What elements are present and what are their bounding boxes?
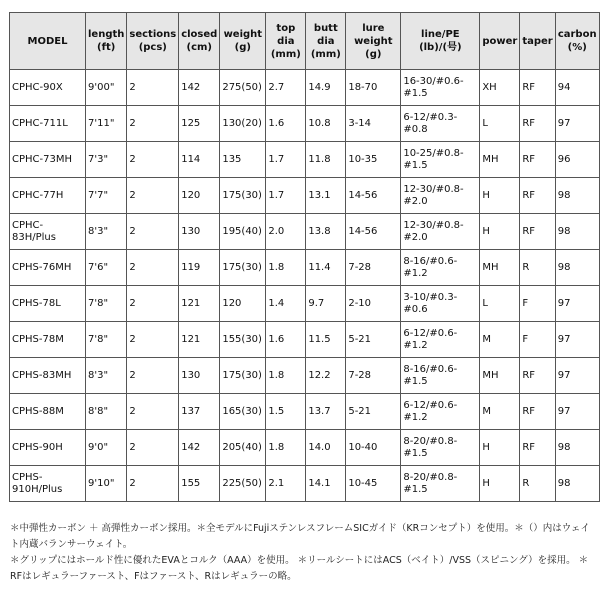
- cell-lure-weight: 3-14: [346, 106, 401, 142]
- col-header-lure-weight: lure weight (g): [346, 13, 401, 70]
- cell-line-pe: 8-16/#0.6-#1.5: [401, 358, 480, 394]
- cell-top-dia: 1.8: [266, 430, 306, 466]
- cell-top-dia: 1.6: [266, 106, 306, 142]
- cell-taper: R: [520, 250, 555, 286]
- cell-power: MH: [480, 142, 520, 178]
- table-row: [10, 286, 600, 322]
- cell-butt-dia: 10.8: [306, 106, 346, 142]
- cell-carbon: 94: [555, 70, 599, 106]
- footnote: ＊グリップにはホールド性に優れたEVAとコルク（AAA）を使用。 ＊リールシートにはACS（ベイト）/VSS（スピニング）を採用。 ＊RFはレギュラーファースト、Fはファースト、Rはレギュラーの略。: [10, 555, 589, 582]
- cell-sections: 2: [127, 106, 179, 142]
- cell-length: 8'3": [86, 358, 127, 394]
- cell-weight: 175(30): [220, 358, 266, 394]
- cell-model: CPHS-910H/Plus: [10, 466, 86, 502]
- cell-carbon: 97: [555, 322, 599, 358]
- cell-sections: 2: [127, 70, 179, 106]
- cell-top-dia: 2.0: [266, 214, 306, 250]
- table-row: [10, 250, 600, 286]
- cell-line-pe: 12-30/#0.8-#2.0: [401, 178, 480, 214]
- cell-model: CPHC-77H: [10, 178, 86, 214]
- cell-butt-dia: 14.0: [306, 430, 346, 466]
- cell-butt-dia: 14.9: [306, 70, 346, 106]
- cell-weight: 225(50): [220, 466, 266, 502]
- cell-closed: 130: [179, 358, 220, 394]
- cell-weight: 120: [220, 286, 266, 322]
- cell-line-pe: 8-16/#0.6-#1.2: [401, 250, 480, 286]
- cell-butt-dia: 9.7: [306, 286, 346, 322]
- cell-sections: 2: [127, 250, 179, 286]
- footnotes: [10, 521, 594, 585]
- cell-sections: 2: [127, 394, 179, 430]
- col-header-power: power: [480, 13, 520, 70]
- header-row: [10, 13, 600, 70]
- cell-weight: 165(30): [220, 394, 266, 430]
- cell-line-pe: 6-12/#0.6-#1.2: [401, 322, 480, 358]
- cell-lure-weight: 5-21: [346, 322, 401, 358]
- cell-closed: 130: [179, 214, 220, 250]
- table-row: [10, 358, 600, 394]
- cell-power: H: [480, 430, 520, 466]
- cell-lure-weight: 7-28: [346, 250, 401, 286]
- cell-closed: 120: [179, 178, 220, 214]
- col-header-closed: closed (cm): [179, 13, 220, 70]
- cell-lure-weight: 18-70: [346, 70, 401, 106]
- col-header-model: MODEL: [10, 13, 86, 70]
- footnote: ＊中弾性カーボン ＋ 高弾性カーボン採用。＊全モデルにFujiステンレスフレームSICガイド（KRコンセプト）を使用。＊（）内はウェイト内蔵バランサーウェイト。: [10, 523, 590, 550]
- cell-taper: RF: [520, 358, 555, 394]
- cell-taper: RF: [520, 70, 555, 106]
- cell-taper: F: [520, 322, 555, 358]
- cell-length: 7'8": [86, 322, 127, 358]
- cell-sections: 2: [127, 142, 179, 178]
- cell-lure-weight: 10-45: [346, 466, 401, 502]
- cell-length: 7'3": [86, 142, 127, 178]
- col-header-line-pe: line/PE (lb)/(号): [401, 13, 480, 70]
- cell-line-pe: 8-20/#0.8-#1.5: [401, 430, 480, 466]
- cell-model: CPHS-78M: [10, 322, 86, 358]
- cell-lure-weight: 14-56: [346, 214, 401, 250]
- cell-line-pe: 8-20/#0.8-#1.5: [401, 466, 480, 502]
- cell-power: L: [480, 106, 520, 142]
- cell-model: CPHC-73MH: [10, 142, 86, 178]
- cell-model: CPHS-78L: [10, 286, 86, 322]
- cell-closed: 114: [179, 142, 220, 178]
- cell-closed: 155: [179, 466, 220, 502]
- cell-model: CPHS-88M: [10, 394, 86, 430]
- col-header-weight: weight (g): [220, 13, 266, 70]
- cell-sections: 2: [127, 214, 179, 250]
- cell-weight: 275(50): [220, 70, 266, 106]
- cell-butt-dia: 13.7: [306, 394, 346, 430]
- cell-top-dia: 1.5: [266, 394, 306, 430]
- cell-line-pe: 12-30/#0.8-#2.0: [401, 214, 480, 250]
- cell-carbon: 97: [555, 358, 599, 394]
- cell-lure-weight: 14-56: [346, 178, 401, 214]
- cell-power: H: [480, 466, 520, 502]
- cell-top-dia: 1.7: [266, 178, 306, 214]
- cell-butt-dia: 13.8: [306, 214, 346, 250]
- cell-power: L: [480, 286, 520, 322]
- cell-model: CPHC-90X: [10, 70, 86, 106]
- cell-carbon: 98: [555, 178, 599, 214]
- cell-top-dia: 2.1: [266, 466, 306, 502]
- cell-sections: 2: [127, 178, 179, 214]
- cell-taper: RF: [520, 214, 555, 250]
- col-header-length: length (ft): [86, 13, 127, 70]
- cell-sections: 2: [127, 286, 179, 322]
- col-header-taper: taper: [520, 13, 555, 70]
- cell-model: CPHC-83H/Plus: [10, 214, 86, 250]
- cell-power: XH: [480, 70, 520, 106]
- cell-weight: 195(40): [220, 214, 266, 250]
- spec-table: [9, 12, 600, 502]
- cell-length: 9'10": [86, 466, 127, 502]
- cell-lure-weight: 10-35: [346, 142, 401, 178]
- cell-butt-dia: 12.2: [306, 358, 346, 394]
- cell-butt-dia: 11.4: [306, 250, 346, 286]
- col-header-sections: sections (pcs): [127, 13, 179, 70]
- col-header-top-dia: top dia (mm): [266, 13, 306, 70]
- cell-lure-weight: 5-21: [346, 394, 401, 430]
- cell-model: CPHS-90H: [10, 430, 86, 466]
- cell-top-dia: 1.6: [266, 322, 306, 358]
- cell-butt-dia: 11.5: [306, 322, 346, 358]
- cell-lure-weight: 7-28: [346, 358, 401, 394]
- cell-closed: 119: [179, 250, 220, 286]
- cell-model: CPHC-711L: [10, 106, 86, 142]
- spec-table-body: [10, 70, 600, 502]
- table-row: [10, 106, 600, 142]
- cell-top-dia: 2.7: [266, 70, 306, 106]
- cell-power: H: [480, 214, 520, 250]
- cell-carbon: 98: [555, 466, 599, 502]
- table-row: [10, 466, 600, 502]
- table-row: [10, 178, 600, 214]
- cell-carbon: 97: [555, 106, 599, 142]
- table-row: [10, 430, 600, 466]
- cell-line-pe: 6-12/#0.6-#1.2: [401, 394, 480, 430]
- cell-carbon: 97: [555, 286, 599, 322]
- table-row: [10, 322, 600, 358]
- cell-line-pe: 3-10/#0.3-#0.6: [401, 286, 480, 322]
- cell-weight: 135: [220, 142, 266, 178]
- cell-length: 7'8": [86, 286, 127, 322]
- cell-length: 9'0": [86, 430, 127, 466]
- cell-closed: 121: [179, 286, 220, 322]
- cell-power: M: [480, 394, 520, 430]
- table-row: [10, 214, 600, 250]
- cell-line-pe: 16-30/#0.6-#1.5: [401, 70, 480, 106]
- cell-length: 9'00": [86, 70, 127, 106]
- cell-weight: 130(20): [220, 106, 266, 142]
- cell-length: 7'7": [86, 178, 127, 214]
- cell-closed: 142: [179, 430, 220, 466]
- cell-power: M: [480, 322, 520, 358]
- col-header-butt-dia: butt dia (mm): [306, 13, 346, 70]
- cell-length: 7'6": [86, 250, 127, 286]
- cell-closed: 121: [179, 322, 220, 358]
- cell-carbon: 96: [555, 142, 599, 178]
- cell-length: 7'11": [86, 106, 127, 142]
- cell-carbon: 98: [555, 250, 599, 286]
- cell-closed: 125: [179, 106, 220, 142]
- cell-butt-dia: 14.1: [306, 466, 346, 502]
- cell-taper: RF: [520, 394, 555, 430]
- cell-weight: 175(30): [220, 178, 266, 214]
- cell-carbon: 97: [555, 394, 599, 430]
- cell-line-pe: 10-25/#0.8-#1.5: [401, 142, 480, 178]
- cell-closed: 142: [179, 70, 220, 106]
- cell-butt-dia: 13.1: [306, 178, 346, 214]
- cell-power: MH: [480, 250, 520, 286]
- cell-lure-weight: 10-40: [346, 430, 401, 466]
- cell-taper: RF: [520, 178, 555, 214]
- cell-power: H: [480, 178, 520, 214]
- cell-model: CPHS-83MH: [10, 358, 86, 394]
- cell-sections: 2: [127, 358, 179, 394]
- cell-weight: 175(30): [220, 250, 266, 286]
- cell-taper: RF: [520, 106, 555, 142]
- cell-taper: RF: [520, 430, 555, 466]
- cell-sections: 2: [127, 430, 179, 466]
- cell-length: 8'3": [86, 214, 127, 250]
- cell-model: CPHS-76MH: [10, 250, 86, 286]
- cell-butt-dia: 11.8: [306, 142, 346, 178]
- table-row: [10, 70, 600, 106]
- table-row: [10, 142, 600, 178]
- cell-length: 8'8": [86, 394, 127, 430]
- cell-top-dia: 1.8: [266, 358, 306, 394]
- cell-taper: RF: [520, 142, 555, 178]
- cell-carbon: 98: [555, 430, 599, 466]
- col-header-carbon: carbon (%): [555, 13, 599, 70]
- cell-taper: F: [520, 286, 555, 322]
- cell-carbon: 98: [555, 214, 599, 250]
- table-row: [10, 394, 600, 430]
- cell-top-dia: 1.7: [266, 142, 306, 178]
- cell-taper: R: [520, 466, 555, 502]
- cell-weight: 205(40): [220, 430, 266, 466]
- cell-power: MH: [480, 358, 520, 394]
- cell-sections: 2: [127, 466, 179, 502]
- cell-sections: 2: [127, 322, 179, 358]
- cell-lure-weight: 2-10: [346, 286, 401, 322]
- cell-top-dia: 1.4: [266, 286, 306, 322]
- cell-line-pe: 6-12/#0.3-#0.8: [401, 106, 480, 142]
- cell-closed: 137: [179, 394, 220, 430]
- cell-top-dia: 1.8: [266, 250, 306, 286]
- cell-weight: 155(30): [220, 322, 266, 358]
